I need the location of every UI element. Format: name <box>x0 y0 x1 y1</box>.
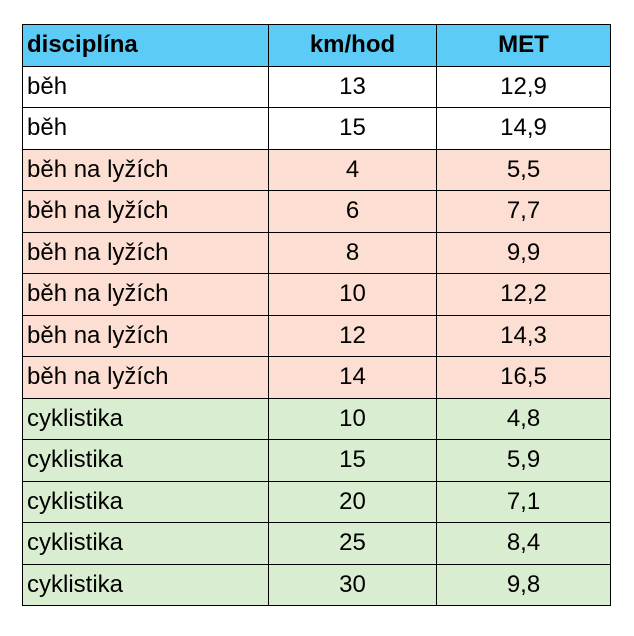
table-row <box>23 232 611 274</box>
cell-speed: 20 <box>269 481 437 523</box>
table-row <box>23 398 611 440</box>
header-row <box>23 25 611 67</box>
cell-speed: 10 <box>269 274 437 316</box>
cell-discipline: cyklistika <box>23 481 269 523</box>
cell-met: 14,3 <box>437 315 611 357</box>
cell-speed: 10 <box>269 398 437 440</box>
cell-met: 9,8 <box>437 564 611 606</box>
cell-met: 12,9 <box>437 66 611 108</box>
table-row <box>23 564 611 606</box>
table-row <box>23 481 611 523</box>
cell-speed: 30 <box>269 564 437 606</box>
cell-met: 12,2 <box>437 274 611 316</box>
cell-discipline: běh na lyžích <box>23 191 269 233</box>
cell-met: 9,9 <box>437 232 611 274</box>
cell-met: 7,1 <box>437 481 611 523</box>
cell-discipline: cyklistika <box>23 564 269 606</box>
cell-discipline: běh <box>23 66 269 108</box>
cell-discipline: běh <box>23 108 269 150</box>
cell-speed: 12 <box>269 315 437 357</box>
cell-met: 5,9 <box>437 440 611 482</box>
cell-met: 14,9 <box>437 108 611 150</box>
cell-discipline: běh na lyžích <box>23 274 269 316</box>
cell-discipline: cyklistika <box>23 440 269 482</box>
table-row <box>23 357 611 399</box>
cell-discipline: běh na lyžích <box>23 149 269 191</box>
cell-discipline: cyklistika <box>23 398 269 440</box>
cell-speed: 4 <box>269 149 437 191</box>
cell-discipline: běh na lyžích <box>23 232 269 274</box>
cell-met: 7,7 <box>437 191 611 233</box>
cell-discipline: cyklistika <box>23 523 269 565</box>
table-row <box>23 274 611 316</box>
table-row <box>23 523 611 565</box>
cell-speed: 14 <box>269 357 437 399</box>
cell-discipline: běh na lyžích <box>23 357 269 399</box>
header-discipline: disciplína <box>23 25 269 67</box>
cell-met: 16,5 <box>437 357 611 399</box>
table-row <box>23 191 611 233</box>
table-row <box>23 440 611 482</box>
cell-met: 4,8 <box>437 398 611 440</box>
table-body <box>23 66 611 606</box>
table-row <box>23 108 611 150</box>
cell-speed: 15 <box>269 440 437 482</box>
met-table <box>22 24 611 606</box>
cell-discipline: běh na lyžích <box>23 315 269 357</box>
header-speed: km/hod <box>269 25 437 67</box>
cell-met: 8,4 <box>437 523 611 565</box>
cell-speed: 25 <box>269 523 437 565</box>
cell-speed: 6 <box>269 191 437 233</box>
header-met: MET <box>437 25 611 67</box>
cell-speed: 8 <box>269 232 437 274</box>
table-row <box>23 149 611 191</box>
table-row <box>23 315 611 357</box>
cell-met: 5,5 <box>437 149 611 191</box>
cell-speed: 15 <box>269 108 437 150</box>
cell-speed: 13 <box>269 66 437 108</box>
table-row <box>23 66 611 108</box>
